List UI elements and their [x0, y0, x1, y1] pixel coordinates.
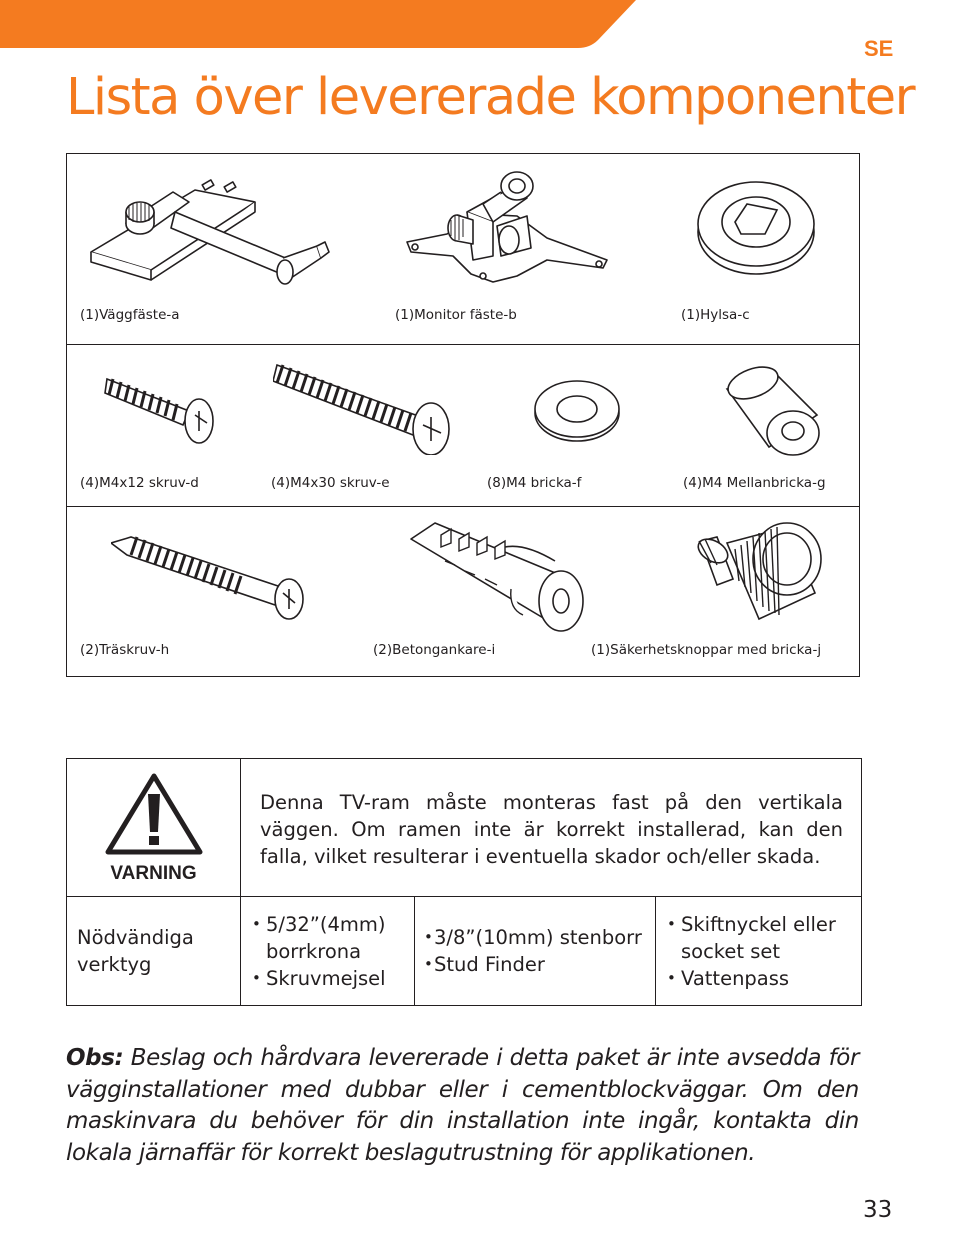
part-label: (8)M4 bricka-f — [487, 475, 582, 491]
part-item — [683, 345, 859, 506]
tool-item: • 5/32”(4mm) borrkrona — [252, 911, 405, 965]
part-item — [587, 507, 859, 676]
part-label: (1)Säkerhetsknoppar med bricka-j — [591, 642, 822, 658]
part-item — [387, 154, 667, 344]
part-item — [667, 154, 859, 344]
tool-item: • Vattenpass — [667, 965, 852, 992]
note-text: Beslag och hårdvara levererade i detta paket är inte avsedda för vägginstallationer med dubbar eller i cementblockväggar. Om den maskinvara du behöver för din installation inte ingår, kontakta din lokala järnaffär för korrekt beslagutrustning för applikationen. — [66, 1045, 859, 1166]
tools-label: Nödvändiga verktyg — [67, 897, 241, 1006]
part-item — [367, 507, 587, 676]
warning-label: VARNING — [110, 863, 197, 884]
tool-item: • Skruvmejsel — [252, 965, 405, 992]
parts-row — [67, 154, 859, 345]
part-item — [67, 154, 387, 344]
page-title: Lista över levererade komponenter — [66, 68, 915, 127]
tool-item: • 3/8”(10mm) stenborr — [424, 924, 646, 951]
part-item — [477, 345, 687, 506]
part-item — [67, 345, 267, 506]
warning-table — [66, 758, 862, 1006]
tool-item: • Skiftnyckel eller socket set — [667, 911, 852, 965]
parts-table — [66, 153, 860, 677]
note-prefix: Obs: — [66, 1045, 124, 1071]
warning-text: Denna TV-ram måste monteras fast på den vertikala väggen. Om ramen inte är korrekt installerad, kan den falla, vilket resulterar i eventuella skador och/eller skada. — [241, 759, 862, 897]
monitor-bracket-icon — [397, 164, 617, 289]
concrete-anchor-icon — [405, 515, 595, 635]
part-label: (4)M4 Mellanbricka-g — [683, 475, 826, 491]
tools-col-1 — [241, 897, 415, 1006]
part-label: (1)Monitor fäste-b — [395, 307, 517, 323]
wall-bracket-icon — [85, 172, 335, 292]
sleeve-icon — [693, 176, 819, 280]
parts-row — [67, 345, 859, 507]
warning-cell — [67, 759, 241, 897]
short-screw-icon — [103, 365, 223, 445]
part-label: (2)Betongankare-i — [373, 642, 496, 658]
note-paragraph — [66, 1043, 859, 1169]
tool-item: • Stud Finder — [424, 951, 646, 978]
part-label: (1)Väggfäste-a — [80, 307, 180, 323]
part-item — [267, 345, 477, 506]
tools-col-3 — [656, 897, 862, 1006]
header-orange-tab — [0, 0, 640, 50]
part-item — [67, 507, 367, 676]
spacer-icon — [717, 359, 827, 459]
safety-knob-icon — [687, 519, 837, 629]
part-label: (2)Träskruv-h — [80, 642, 170, 658]
warning-triangle-icon — [104, 772, 204, 856]
part-label: (4)M4x30 skruv-e — [271, 475, 390, 491]
part-label: (4)M4x12 skruv-d — [80, 475, 199, 491]
part-label: (1)Hylsa-c — [681, 307, 750, 323]
wood-screw-icon — [111, 525, 311, 625]
parts-row — [67, 507, 859, 676]
page-number: 33 — [863, 1197, 893, 1223]
language-code: SE — [864, 36, 894, 61]
washer-icon — [527, 375, 627, 445]
long-screw-icon — [273, 355, 463, 455]
tools-col-2 — [415, 897, 656, 1006]
